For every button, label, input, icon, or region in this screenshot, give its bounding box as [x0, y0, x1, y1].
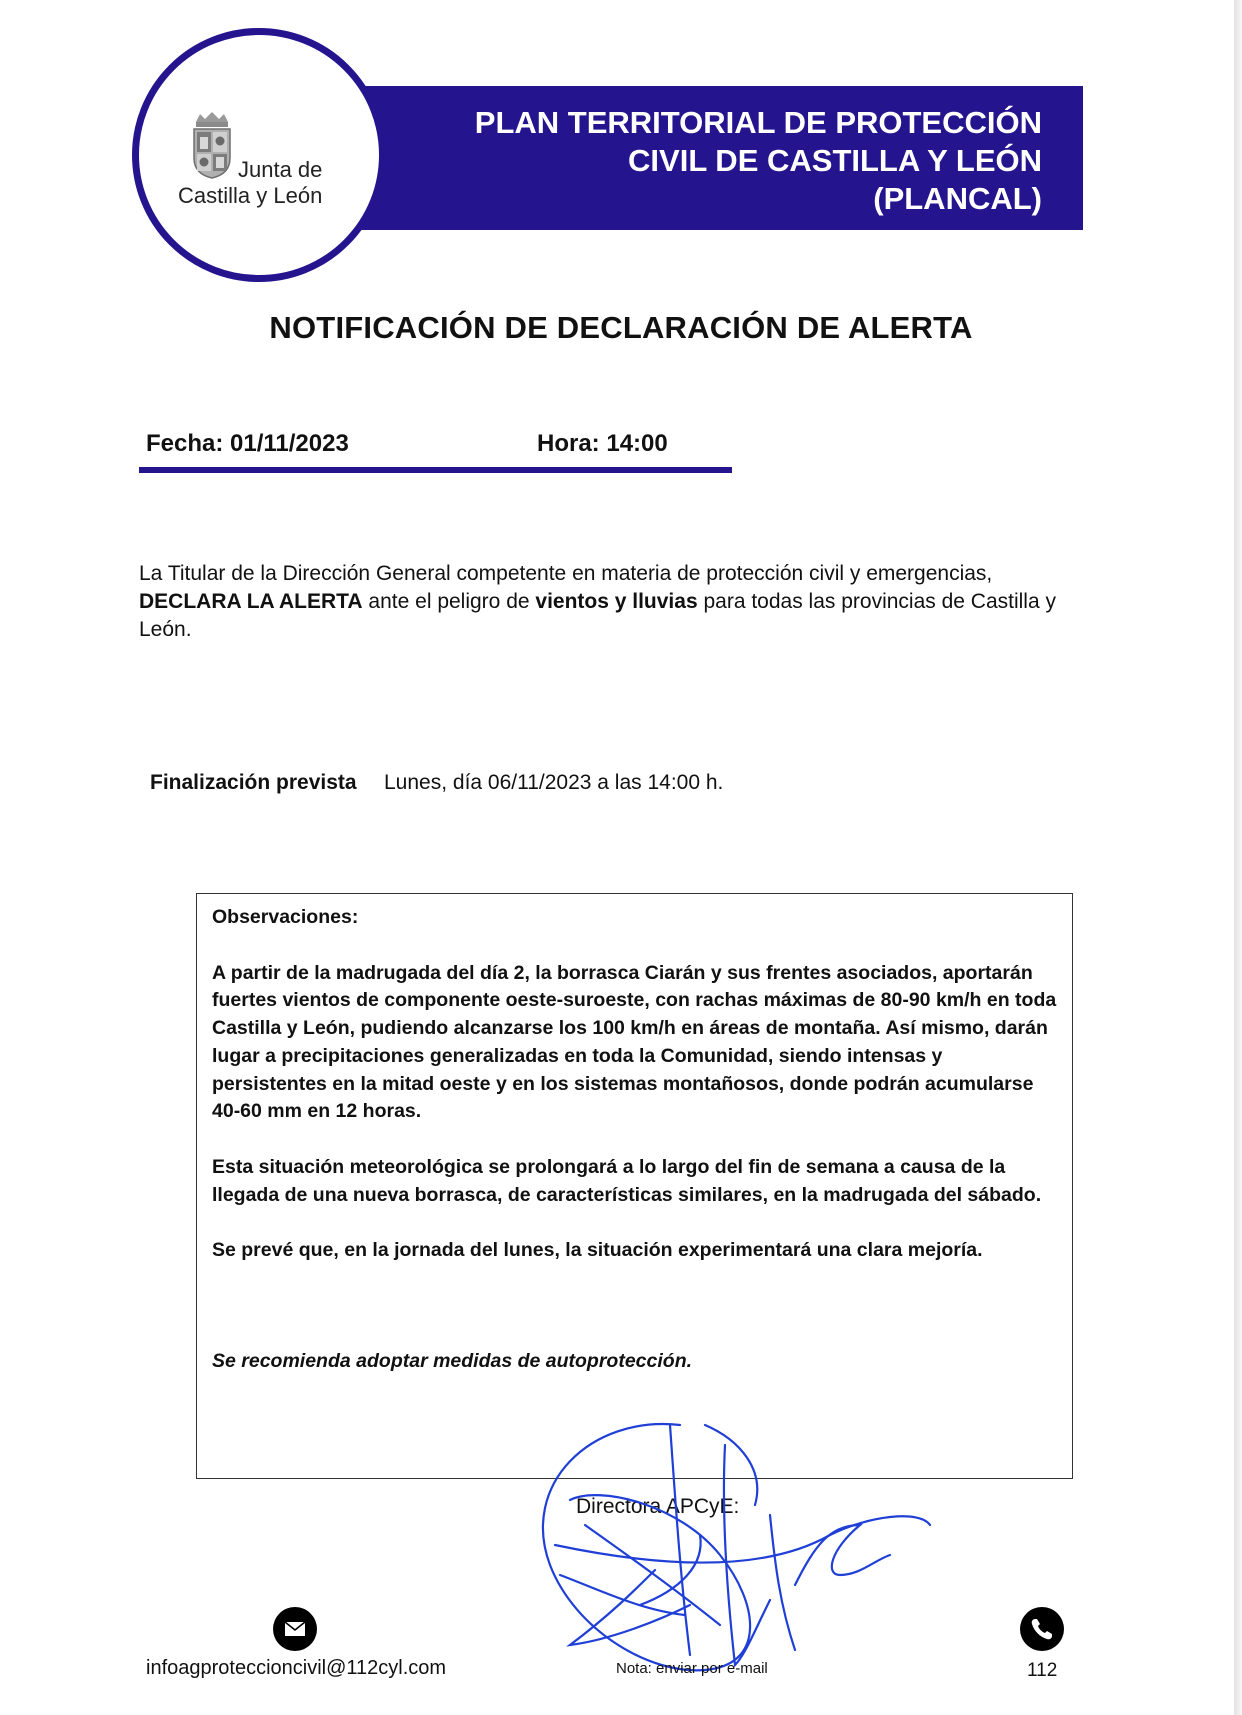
observaciones-box: [196, 893, 1073, 1479]
declaration-text: La Titular de la Dirección General competente en materia de protección civil y emergencias,: [139, 562, 993, 585]
page-edge: [1234, 0, 1242, 1715]
finalizacion-value: Lunes, día 06/11/2023 a las 14:00 h.: [384, 771, 724, 794]
footer-email: infoagproteccioncivil@112cyl.com: [146, 1657, 447, 1679]
observaciones-heading: Observaciones:: [212, 906, 359, 928]
header-title-line: (PLANCAL): [873, 181, 1042, 216]
meta-divider: [139, 467, 732, 473]
header-title-line: PLAN TERRITORIAL DE PROTECCIÓN: [474, 105, 1042, 140]
signature-label: Directora APCyE:: [576, 1495, 740, 1518]
finalizacion-row: [150, 771, 723, 795]
header-band: [330, 86, 1083, 230]
logo-text-line1: Junta de: [238, 157, 323, 182]
document-title: NOTIFICACIÓN DE DECLARACIÓN DE ALERTA: [269, 310, 973, 345]
recommendation: Se recomienda adoptar medidas de autoprotección.: [212, 1350, 693, 1373]
hazard-bold: vientos y lluvias: [535, 590, 698, 613]
logo-text-line2: Castilla y León: [178, 183, 323, 208]
hora: Hora: 14:00: [537, 430, 668, 457]
observaciones-paragraph: Esta situación meteorológica se prolongará a lo largo del fin de semana a causa de la llegada de una nueva borrasca, de características similares, en la madrugada del sábado.: [212, 1155, 1042, 1206]
footer-note: Nota: enviar por e-mail: [616, 1660, 768, 1677]
fecha: Fecha: 01/11/2023: [146, 430, 349, 457]
logo-text: [178, 157, 322, 209]
declaration-bold: DECLARA LA ALERTA: [139, 590, 363, 613]
observaciones-paragraph: A partir de la madrugada del día 2, la borrasca Ciarán y sus frentes asociados, aportarán fuertes vientos de componente oeste-suroeste, con rachas máximas de 80-90 km/h en toda Castilla y León, pudiendo alcanzarse los 100 km/h en áreas de montaña. Así mismo, darán lugar a precipitaciones generalizadas en toda la Comunidad, siendo intensas y persistentes en la mitad oeste y en los sistemas montañosos, donde podrán acumularse 40-60 mm en 12 horas.: [212, 961, 1057, 1123]
signature-icon: [530, 1415, 950, 1690]
declaration-text: ante el peligro de: [362, 590, 536, 613]
logo-circle: [132, 28, 386, 282]
declaration-paragraph: [139, 560, 1089, 644]
declaration-text: para todas las provincias de Castilla y León.: [139, 590, 1056, 641]
finalizacion-label: Finalización prevista: [150, 771, 357, 794]
header-title: [475, 104, 1042, 218]
observaciones-paragraph: Se prevé que, en la jornada del lunes, la situación experimentará una clara mejoría.: [212, 1239, 983, 1262]
mail-icon: [273, 1607, 317, 1651]
header-title-line: CIVIL DE CASTILLA Y LEÓN: [628, 143, 1042, 178]
phone-icon: [1020, 1607, 1064, 1651]
footer-phone: 112: [1027, 1660, 1058, 1681]
